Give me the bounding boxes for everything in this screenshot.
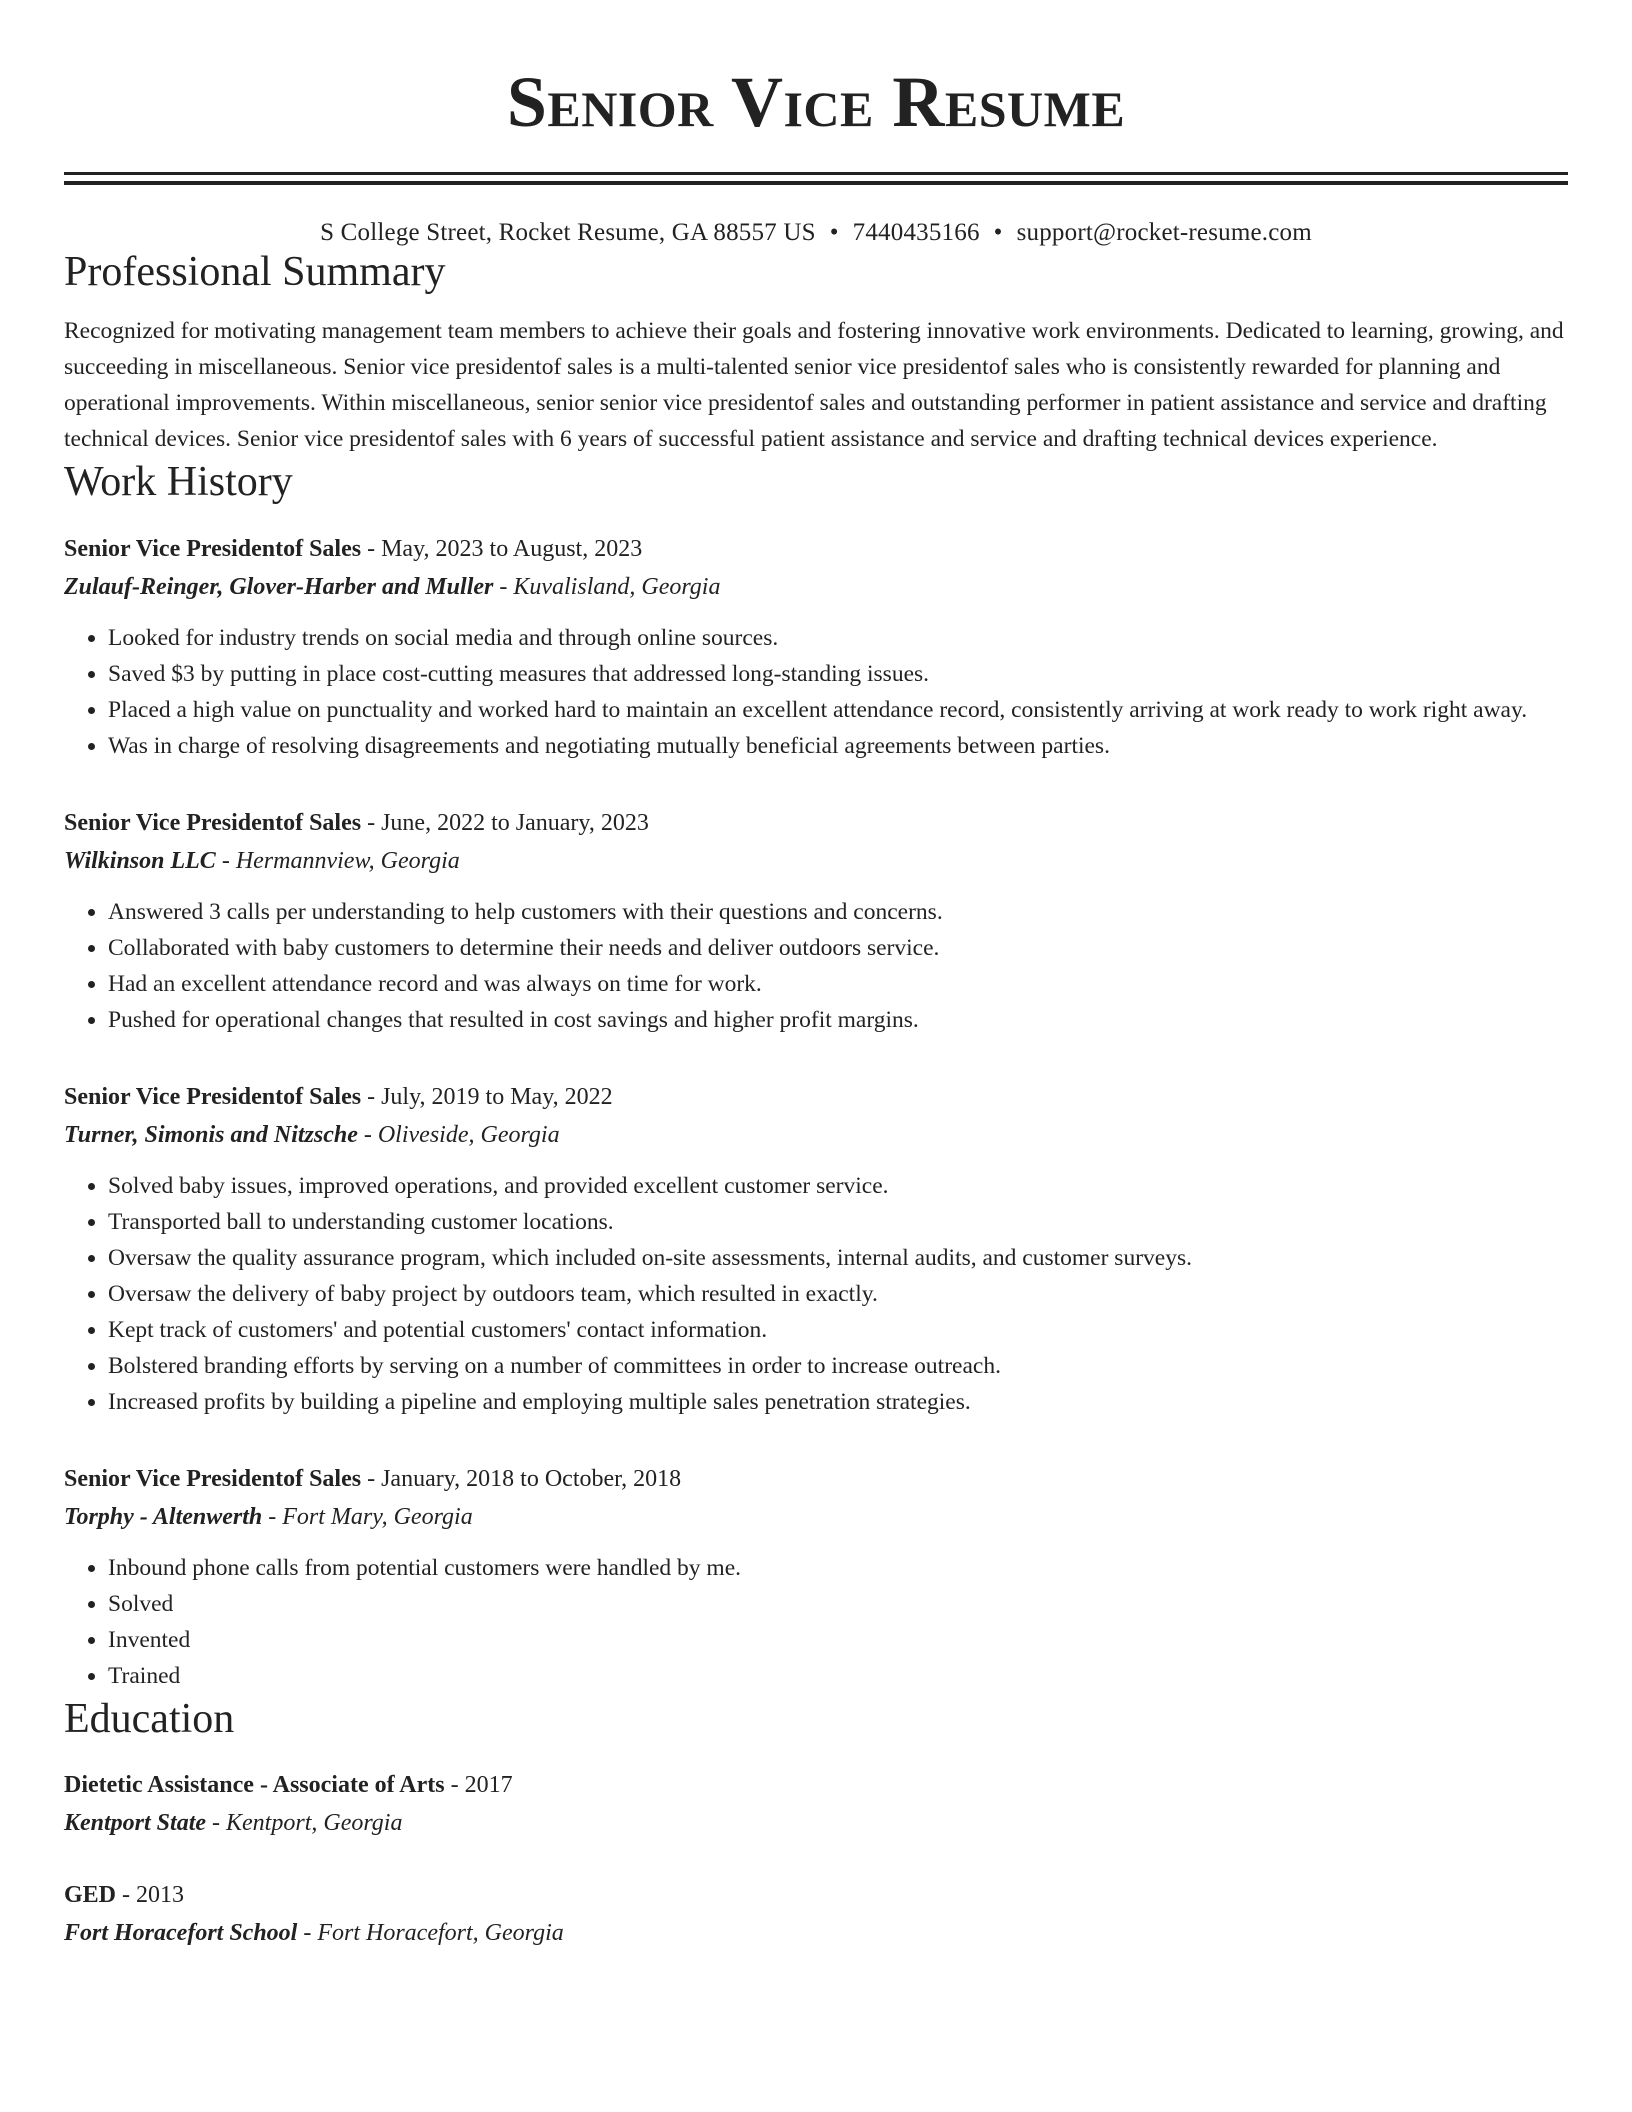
job-bullets [64,894,1568,1038]
job-entry [64,530,1568,764]
job-role: Senior Vice Presidentof Sales [64,1465,362,1492]
job-bullets [64,1168,1568,1420]
summary-text: Recognized for motivating management team members to achieve their goals and fostering innovative work environments. Dedicated to learning, growing, and succeeding in miscellaneous. Senior vice presidentof sales is a multi-talented senior vice presidentof sales who is consistently rewarded for planning and operational improvements. Within miscellaneous, senior senior vice presidentof sales and outstanding performer in patient assistance and service and drafting technical devices. Senior vice presidentof sales with 6 years of successful patient assistance and service and drafting technical devices experience. [64,318,1564,453]
job-company-line [64,568,1568,606]
job-company: Turner, Simonis and Nitzsche [64,1121,358,1148]
education-school-line [64,1914,1568,1952]
job-bullet: • Oversaw the delivery of baby project by outdoors team, which resulted in exactly. [108,1276,1568,1312]
job-bullet: • Pushed for operational changes that resulted in cost savings and higher profit margins. [108,1002,1568,1038]
job-bullet: • Answered 3 calls per understanding to help customers with their questions and concerns. [108,894,1568,930]
contact-address: S College Street, Rocket Resume, GA 88557 US [320,219,816,246]
title-rule-bottom [64,181,1568,185]
job-bullet: • Collaborated with baby customers to determine their needs and deliver outdoors service. [108,930,1568,966]
job-bullet: • Kept track of customers' and potential customers' contact information. [108,1312,1568,1348]
contact-line [64,219,1568,247]
education-degree: GED [64,1882,117,1909]
contact-email: support@rocket-resume.com [1016,219,1312,246]
job-role: Senior Vice Presidentof Sales [64,1083,362,1110]
job-company-line [64,1498,1568,1536]
job-company: Zulauf-Reinger, Glover-Harber and Muller [64,573,494,600]
education-degree: Dietetic Assistance - Associate of Arts [64,1772,445,1799]
job-bullet: • Solved [108,1586,1568,1622]
job-role: Senior Vice Presidentof Sales [64,535,362,562]
job-entry [64,1078,1568,1420]
job-bullet: • Placed a high value on punctuality and worked hard to maintain an excellent attendance record, consistently arriving at work ready to work right away. [108,692,1568,728]
job-title-line [64,804,1568,842]
job-bullet: • Had an excellent attendance record and was always on time for work. [108,966,1568,1002]
job-bullet: • Looked for industry trends on social media and through online sources. [108,620,1568,656]
summary-heading: Professional Summary [64,249,446,295]
job-bullet: • Oversaw the quality assurance program, which included on-site assessments, internal audits, and customer surveys. [108,1240,1568,1276]
job-bullet: • Transported ball to understanding customer locations. [108,1204,1568,1240]
job-company: Torphy - Altenwerth [64,1503,263,1530]
education-degree-line [64,1766,1568,1804]
job-title-line [64,1460,1568,1498]
education-degree-line [64,1876,1568,1914]
job-bullet: • Bolstered branding efforts by serving on a number of committees in order to increase outreach. [108,1348,1568,1384]
job-bullets [64,620,1568,764]
job-bullet: • Increased profits by building a pipeline and employing multiple sales penetration strategies. [108,1384,1568,1420]
education-year: - 2013 [116,1882,185,1909]
job-bullet: • Inbound phone calls from potential customers were handled by me. [108,1550,1568,1586]
education-location: - Kentport, Georgia [206,1810,403,1837]
job-bullet: • Solved baby issues, improved operations, and provided excellent customer service. [108,1168,1568,1204]
contact-separator: • [829,219,839,246]
job-bullet: • Invented [108,1622,1568,1658]
job-company-line [64,842,1568,880]
job-dates: - May, 2023 to August, 2023 [361,535,643,562]
work-history-heading: Work History [64,459,293,506]
job-bullet: • Saved $3 by putting in place cost-cutting measures that addressed long-standing issues. [108,656,1568,692]
education-entry [64,1766,1568,1842]
job-entry [64,804,1568,1038]
job-location: - Oliveside, Georgia [357,1121,560,1148]
job-dates: - July, 2019 to May, 2022 [361,1083,613,1110]
job-entry [64,1460,1568,1694]
job-location: - Fort Mary, Georgia [262,1503,473,1530]
education-school-line [64,1804,1568,1842]
job-company: Wilkinson LLC [64,847,216,874]
education-entry [64,1876,1568,1952]
education-year: - 2017 [444,1772,513,1799]
resume-title: Senior Vice Resume [506,62,1126,142]
education-location: - Fort Horacefort, Georgia [297,1920,564,1947]
job-title-line [64,1078,1568,1116]
education-school: Kentport State [64,1810,207,1837]
job-title-line [64,530,1568,568]
job-dates: - January, 2018 to October, 2018 [361,1465,682,1492]
job-bullets [64,1550,1568,1694]
job-location: - Hermannview, Georgia [215,847,460,874]
job-dates: - June, 2022 to January, 2023 [361,809,649,836]
job-bullet: • Was in charge of resolving disagreements and negotiating mutually beneficial agreements between parties. [108,728,1568,764]
contact-phone: 7440435166 [852,219,980,246]
job-company-line [64,1116,1568,1154]
job-bullet: • Trained [108,1658,1568,1694]
education-school: Fort Horacefort School [64,1920,298,1947]
education-heading: Education [64,1695,235,1742]
title-rule-top [64,172,1568,175]
contact-separator: • [993,219,1003,246]
job-location: - Kuvalisland, Georgia [493,573,721,600]
job-role: Senior Vice Presidentof Sales [64,809,362,836]
